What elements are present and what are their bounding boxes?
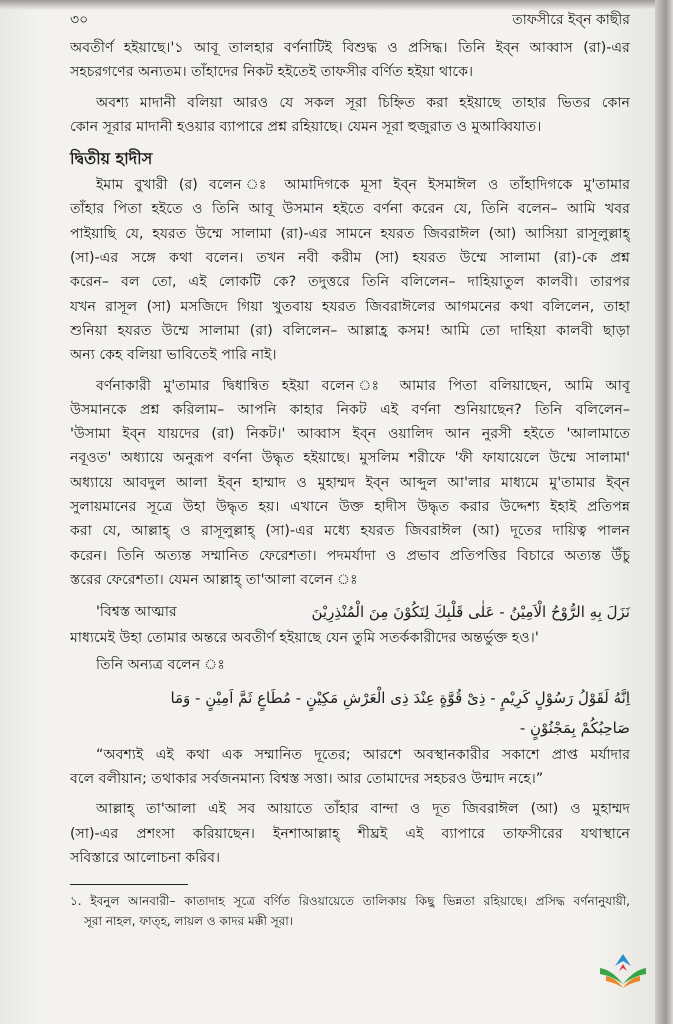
page-edge — [655, 0, 673, 1024]
paragraph — [70, 743, 630, 792]
page-body — [70, 36, 630, 931]
publisher-logo — [598, 952, 648, 992]
verse-1 — [70, 598, 630, 626]
footnote-line: ১. ইবনুল আনবারী– কাতাদাহ সূত্রে বর্ণিত রিওয়ায়েতে তালিকায় কিছু ভিন্নতা রহিয়াছে। প্রসিদ্ধ বর্ণনানুযায়ী, — [70, 894, 630, 909]
text-line: করা যে, আল্লাহ্ ও রাসূলুল্লাহ্ (সা)-এর মধ্যে হযরত জিবরাঈল (আ) দূতের দায়িত্ব পালন — [70, 523, 630, 540]
text-line: উসমানকে প্রশ্ন করিলাম– আপনি কাহার নিকট এই বর্ণনা শুনিয়াছেন? তিনি বলিলেন– — [70, 401, 630, 418]
text-line: ইমাম বুখারী (র) বলেন ঃ আমাদিগকে মূসা ইব্ন ইসমাঈল ও তাঁহাদিগকে মু'তামার — [96, 177, 630, 194]
text-line: সহচরগণের অন্যতম। তাঁহাদের নিকট হইতেই তাফসীর বর্ণিত হইয়া থাকে। — [70, 64, 474, 81]
paragraph — [70, 173, 630, 367]
verse-2-line-1: اِنَّهُ لَقَوْلُ رَسُوْلٍ كَرِيْمٍ - ذِىْ قُوَّةٍ عِنْدَ ذِى الْعَرْشِ مَكِيْنٍ - مُطَاعٍ ثَمَّ اَمِيْنٍ - وَمَا — [170, 688, 630, 707]
running-title: তাফসীরে ইব্ন কাছীর — [512, 12, 630, 28]
section-heading: দ্বিতীয় হাদীস — [70, 149, 153, 169]
text-line: “অবশ্যই এই কথা এক সম্মানিত দূতের; আরশে অবস্থানকারীর সকাশে প্রাপ্ত মর্যাদার — [96, 746, 630, 763]
page-number: ৩০ — [70, 12, 89, 28]
verse-1-arabic: نَزَلَ بِهِ الرُّوْحُ الْاَمِيْنُ - عَلٰى قَلْبِكَ لِتَكُوْنَ مِنَ الْمُنْذِرِيْنَ — [311, 603, 630, 622]
text-line: আল্লাহ্ তা'আলা এই সব আয়াতে তাঁহার বান্দা ও দূত জিবরাঈল (আ) ও মুহাম্মদ — [96, 801, 630, 818]
text-line: (সা)-এর সঙ্গে কথা বলেন। তখন নবী করীম (সা) হযরত উম্মে সালামা (রা)-কে প্রশ্ন — [70, 250, 630, 267]
text-line: স্তরের ফেরেশতা। যেমন আল্লাহ্ তা'আলা বলেন ঃ — [70, 571, 358, 588]
text-line: বর্ণনাকারী মু'তামার দ্বিধান্বিত হইয়া বলেন ঃ আমার পিতা বলিয়াছেন, আমি আবূ — [96, 377, 630, 394]
text-line: পাইয়াছি যে, হযরত উম্মে সালামা (রা)-এর সামনে হযরত জিবরাঈল (আ) আসিয়া রাসূলুল্লাহ্ — [70, 225, 630, 242]
text-line: নবূওত' অধ্যায়ে অনুরূপ বর্ণনা উদ্ধৃত হইয়াছে। মুসলিম শরীফে 'ফী ফাযায়েলে উম্মে সালামা' — [70, 450, 630, 467]
text-line: অধ্যায়ে আবদুল আলা ইব্ন হাম্মাদ ও মুহাম্মদ ইব্ন আব্দুল আ'লার মাধ্যমে মু'তামার ইব্ন — [70, 474, 630, 491]
text-line: কোন সূরার মাদানী হওয়ার ব্যাপারে প্রশ্ন রহিয়াছে। যেমন সূরা হুজুরাত ও মুআব্বিযাত। — [70, 118, 542, 135]
text-line: করেন– বল তো, এই লোকটি কে? তদুত্তরে তিনি বলিলেন– দাহিয়াতুল কালবী। তারপর — [70, 274, 630, 291]
verse-2-line-2: صَاحِبُكُمْ بِمَجْنُوْنٍ - — [519, 718, 630, 737]
footnote-divider — [70, 884, 188, 885]
text-line: যখন রাসূল (সা) মসজিদে গিয়া খুতবায় হযরত জিবরাঈলের আগমনের কথা বলিলেন, তাহা — [70, 298, 630, 315]
text-line: অন্য কেহ বলিয়া ভাবিতেই পারি নাই। — [70, 347, 277, 364]
page-header — [70, 8, 630, 30]
text-line: করেন। তিনি অত্যন্ত সম্মানিত ফেরেশতা। পদমর্যাদা ও প্রভাব প্রতিপত্তির বিচারে অত্যন্ত উঁচু — [70, 547, 630, 564]
text-line: অবশ্য মাদানী বলিয়া আরও যে সকল সূরা চিহ্নিত করা হইয়াছে তাহার ভিতর কোন — [96, 94, 630, 111]
text-line: অবতীর্ণ হইয়াছে।'১ আবূ তালহার বর্ণনাটিই বিশুদ্ধ ও প্রসিদ্ধ। তিনি ইব্ন আব্বাস (রা)-এর — [70, 40, 630, 56]
paragraph — [70, 374, 630, 593]
verse-1-translation-start: 'বিশ্বস্ত আত্মার — [96, 604, 177, 621]
footnote-line: সূরা নাহল, ফাত্হ, লায়ল ও কাদর মক্কী সূরা। — [84, 914, 294, 929]
verse-1-translation-end: মাধ্যমেই উহা তোমার অন্তরে অবতীর্ণ হইয়াছে যেন তুমি সতর্ককারীদের অন্তর্ভুক্ত হও।' — [70, 630, 539, 647]
text-line: তাঁহার পিতা হইতে ও তিনি আবূ উসমান হইতে বর্ণনা করেন যে, তিনি বলেন– আমি খবর — [70, 201, 630, 218]
text-line: 'উসামা ইব্ন যায়দের (রা) নিকট।' আব্বাস ইব্ন ওয়ালিদ আন নুরসী হইতে 'আলামাতে — [70, 426, 630, 443]
text-line: (সা)-এর প্রশংসা করিয়াছেন। ইনশাআল্লাহ্ শীঘ্রই এই ব্যাপারে তাফসীরের যথাস্থানে — [70, 825, 630, 842]
intro-verse-2: তিনি অন্যত্র বলেন ঃ — [96, 656, 225, 673]
text-line: সুলায়মানের সূত্রে উহা উদ্ধৃত হয়। এখানে উক্ত হাদীস উদ্ধৃত করার উদ্দেশ্য ইহাই প্রতিপন্ন — [70, 499, 630, 516]
text-line: শুনিয়া হযরত উম্মে সালামা (রা) বলিলেন– আল্লাহ্র কসম! আমি তো দাহিয়া কালবী ছাড়া — [70, 322, 630, 339]
paragraph — [70, 36, 630, 85]
paragraph — [70, 91, 630, 140]
text-line: সবিস্তারে আলোচনা করিব। — [70, 850, 221, 867]
text-line: বলে বলীয়ান; তথাকার সর্বজনমান্য বিশ্বস্ত সত্তা। আর তোমাদের সহচরও উন্মাদ নহে।” — [70, 771, 544, 788]
paragraph — [70, 797, 630, 870]
